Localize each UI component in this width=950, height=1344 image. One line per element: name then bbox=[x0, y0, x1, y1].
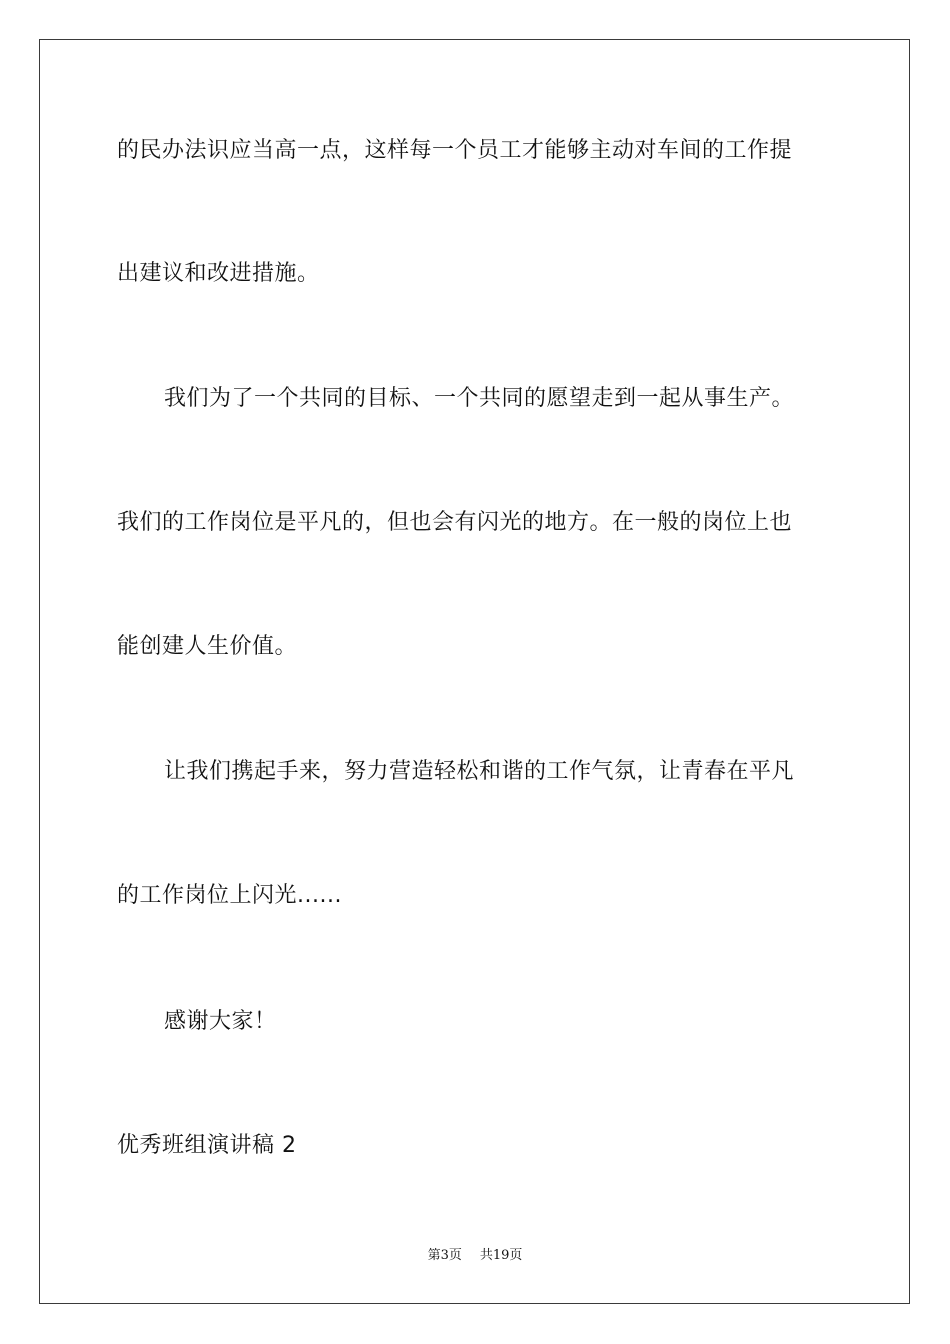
page-number-current: 第3页 bbox=[427, 1248, 462, 1263]
page-footer bbox=[0, 1247, 950, 1265]
body-line-4: 我们的工作岗位是平凡的，但也会有闪光的地方。在一般的岗位上也 bbox=[117, 510, 793, 535]
body-line-5: 能创建人生价值。 bbox=[117, 634, 298, 659]
body-line-1: 的民办法识应当高一点，这样每一个员工才能够主动对车间的工作提 bbox=[117, 138, 793, 163]
page-frame bbox=[39, 39, 910, 1304]
body-line-2: 出建议和改进措施。 bbox=[117, 261, 320, 286]
closing-line: 感谢大家！ bbox=[164, 1009, 277, 1034]
body-line-3: 我们为了一个共同的目标、一个共同的愿望走到一起从事生产。 bbox=[164, 386, 795, 411]
page-number-total: 共19页 bbox=[479, 1248, 523, 1263]
body-line-6: 让我们携起手来，努力营造轻松和谐的工作气氛，让青春在平凡 bbox=[164, 759, 795, 784]
section-heading: 优秀班组演讲稿 2 bbox=[117, 1133, 297, 1158]
body-line-7: 的工作岗位上闪光...... bbox=[117, 883, 342, 908]
